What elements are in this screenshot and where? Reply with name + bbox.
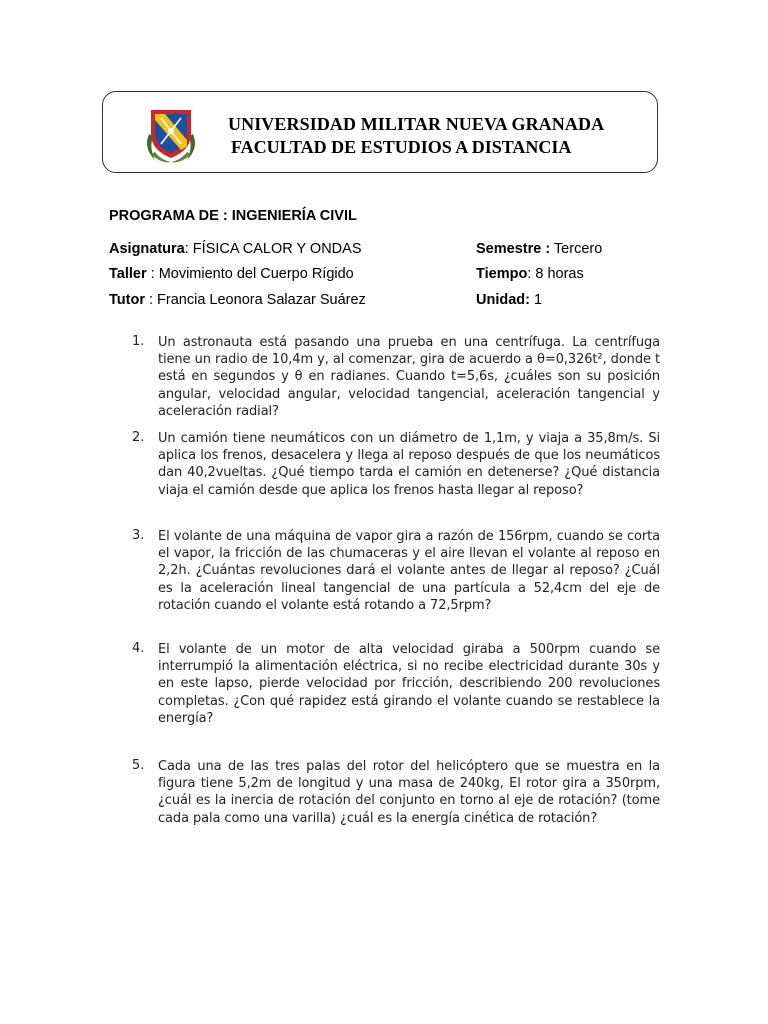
taller-value: : Movimiento del Cuerpo Rígido [146, 266, 354, 282]
problem-number: 1. [132, 334, 145, 349]
university-crest-icon [141, 104, 201, 168]
header-box [102, 91, 658, 173]
semestre-label: Semestre : [476, 241, 551, 257]
asignatura-value: : FÍSICA CALOR Y ONDAS [184, 241, 362, 257]
problem-number: 2. [132, 430, 145, 445]
tutor-field [109, 292, 366, 308]
problem-text: El volante de un motor de alta velocidad giraba a 500rpm cuando se interrumpió la alimentación eléctrica, si no recibe electricidad durante 30s y en este lapso, pierde velocidad por fricción, describiendo 200 revoluciones completas. ¿Con qué rapidez está girando el volante cuando se restablece la energía? [158, 642, 660, 726]
tutor-value: : Francia Leonora Salazar Suárez [144, 292, 366, 308]
problem-text: Cada una de las tres palas del rotor del helicóptero que se muestra en la figura tiene 5,2m de longitud y una masa de 240kg, El rotor gira a 350rpm, ¿cuál es la inercia de rotación del conjunto en torno al eje de rotación? (tome cada pala como una varilla) ¿cuál es la energía cinética de rotación? [158, 759, 660, 826]
asignatura-field [109, 241, 362, 257]
unidad-label: Unidad: [476, 292, 530, 308]
tiempo-label: Tiempo [476, 266, 528, 282]
asignatura-label: Asignatura [109, 241, 185, 257]
university-name: UNIVERSIDAD MILITAR NUEVA GRANADA [228, 114, 605, 134]
problem-text: El volante de una máquina de vapor gira a razón de 156rpm, cuando se corta el vapor, la fricción de las chumaceras y el aire llevan el volante al reposo en 2,2h. ¿Cuántas revoluciones dará el volante antes de llegar al reposo? ¿Cuál es la aceleración lineal tangencial de una partícula a 52,4cm del eje de rotación cuando el volante está rotando a 72,5rpm? [158, 529, 660, 613]
problem-number: 4. [132, 641, 145, 656]
tiempo-value: : 8 horas [527, 266, 584, 282]
faculty-name: FACULTAD DE ESTUDIOS A DISTANCIA [231, 137, 572, 157]
program-title: PROGRAMA DE : INGENIERÍA CIVIL [109, 208, 357, 224]
taller-field [109, 266, 354, 282]
semestre-field [476, 241, 602, 257]
problem-number: 5. [132, 758, 145, 773]
tiempo-field [476, 266, 584, 282]
problem-text: Un astronauta está pasando una prueba en una centrífuga. La centrífuga tiene un radio de 10,4m y, al comenzar, gira de acuerdo a θ=0,326t², donde t está en segundos y θ en radianes. Cuando t=5,6s, ¿cuáles son su posición angular, velocidad angular, velocidad tangencial, aceleración tangencial y aceleración radial? [158, 335, 660, 419]
taller-label: Taller [109, 266, 147, 282]
problem-text: Un camión tiene neumáticos con un diámetro de 1,1m, y viaja a 35,8m/s. Si aplica los frenos, desacelera y llega al reposo después de que los neumáticos dan 40,2vueltas. ¿Qué tiempo tarda el camión en detenerse? ¿Qué distancia viaja el camión desde que aplica los frenos hasta llegar al reposo? [158, 431, 660, 498]
unidad-field [476, 292, 542, 308]
tutor-label: Tutor [109, 292, 145, 308]
semestre-value: Tercero [550, 241, 603, 257]
problem-number: 3. [132, 528, 145, 543]
unidad-value: 1 [529, 292, 543, 308]
